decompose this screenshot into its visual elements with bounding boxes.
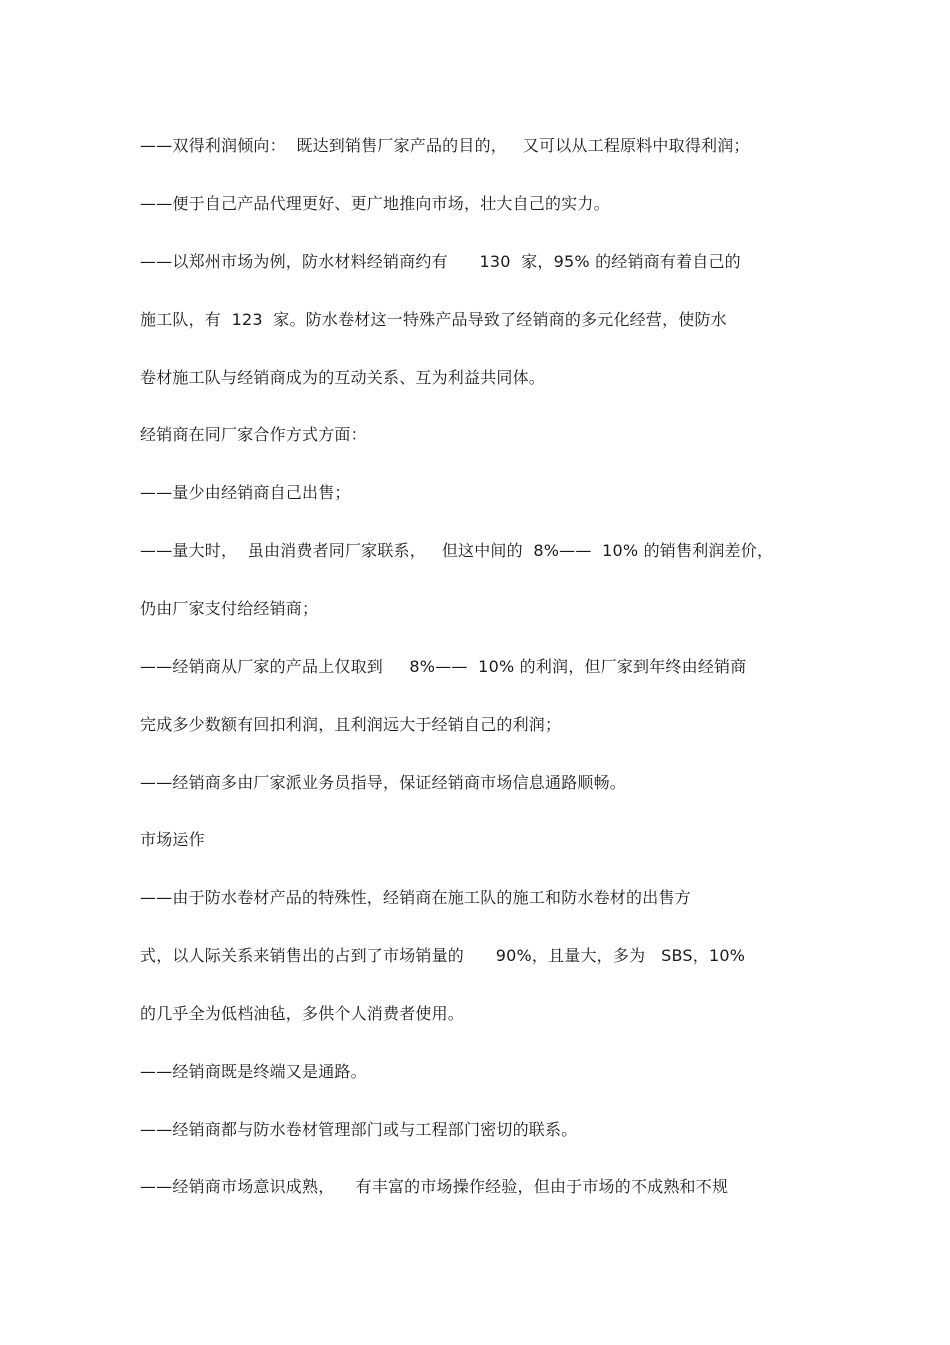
text-line: 式，以人际关系来销售出的占到了市场销量的 90%，且量大，多为 SBS，10% [140, 946, 746, 965]
text-line: ——经销商从厂家的产品上仅取到 8%—— 10% 的利润，但厂家到年终由经销商 [140, 657, 747, 676]
text-line: ——经销商都与防水卷材管理部门或与工程部门密切的联系。 [140, 1120, 578, 1139]
section-heading: 市场运作 [140, 830, 205, 849]
section-heading: 经销商在同厂家合作方式方面： [140, 425, 367, 444]
text-line: ——量少由经销商自己出售； [140, 483, 351, 502]
text-line: 施工队，有 123 家。防水卷材这一特殊产品导致了经销商的多元化经营，使防水 [140, 310, 727, 329]
text-line: 完成多少数额有回扣利润，且利润远大于经销自己的利润； [140, 715, 562, 734]
text-line: 卷材施工队与经销商成为的互动关系、互为利益共同体。 [140, 368, 546, 387]
text-line: 的几乎全为低档油毡，多供个人消费者使用。 [140, 1004, 465, 1023]
text-line: ——双得利润倾向： 既达到销售厂家产品的目的， 又可以从工程原料中取得利润； [140, 136, 750, 155]
text-line: ——由于防水卷材产品的特殊性，经销商在施工队的施工和防水卷材的出售方 [140, 888, 691, 907]
text-line: ——经销商市场意识成熟， 有丰富的市场操作经验，但由于市场的不成熟和不规 [140, 1177, 729, 1196]
text-line: ——便于自己产品代理更好、更广地推向市场，壮大自己的实力。 [140, 194, 610, 213]
text-line: ——经销商既是终端又是通路。 [140, 1062, 367, 1081]
text-line: ——经销商多由厂家派业务员指导，保证经销商市场信息通路顺畅。 [140, 773, 627, 792]
text-line: 仍由厂家支付给经销商； [140, 599, 319, 618]
text-line: ——量大时， 虽由消费者同厂家联系， 但这中间的 8%—— 10% 的销售利润差价， [140, 541, 774, 560]
text-line: ——以郑州市场为例，防水材料经销商约有 130 家，95% 的经销商有着自己的 [140, 252, 741, 271]
